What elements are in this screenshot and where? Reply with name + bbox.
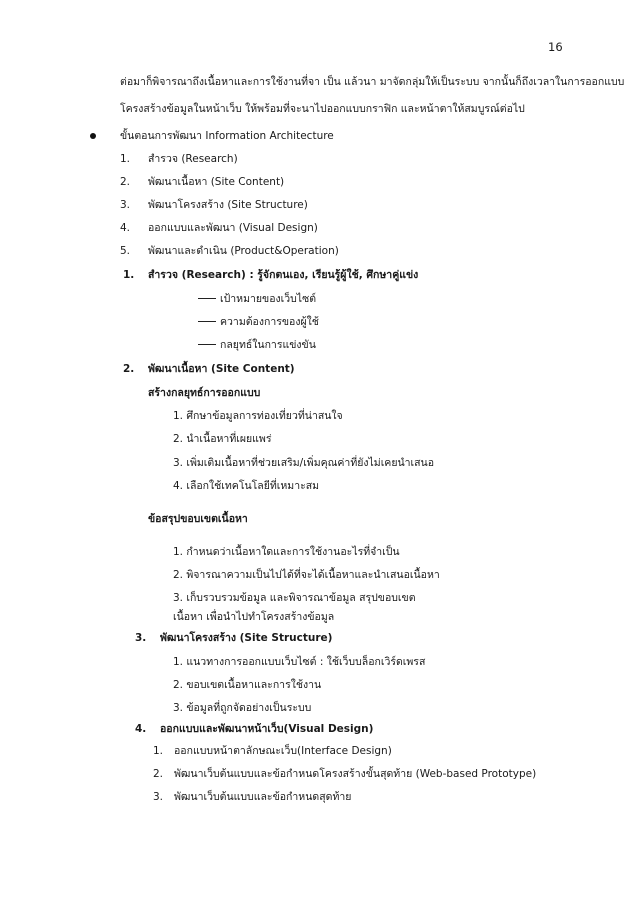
step-text: พัฒนาเนื้อหา (Site Content) bbox=[148, 176, 285, 188]
section-1-item bbox=[198, 315, 319, 329]
section-4-item-text: ออกแบบหน้าตาลักษณะเว็บ(Interface Design) bbox=[174, 745, 392, 757]
section-4-heading: ออกแบบและพัฒนาหน้าเว็บ(Visual Design) bbox=[160, 723, 374, 735]
section-2-list-2-item: 3. เก็บรวบรวมข้อมูล และพิจารณาข้อมูล สรุปขอบเขต bbox=[173, 592, 416, 604]
step-text: สำรวจ (Research) bbox=[148, 153, 238, 165]
section-2-subheading-1: สร้างกลยุทธ์การออกแบบ bbox=[148, 387, 261, 399]
page-number: 16 bbox=[548, 40, 563, 54]
section-4-item-number: 1. bbox=[153, 745, 164, 757]
section-1-item-text: เป้าหมายของเว็บไซต์ bbox=[220, 293, 317, 305]
section-2-list-2-item: เนื้อหา เพื่อนำไปทำโครงสร้างข้อมูล bbox=[173, 611, 335, 623]
step-number: 5. bbox=[120, 245, 131, 257]
section-2-list-2-item: 2. พิจารณาความเป็นไปได้ที่จะได้เนื้อหาและนำเสนอเนื้อหา bbox=[173, 569, 440, 581]
section-4-item-text: พัฒนาเว็บต้นแบบและข้อกำหนดโครงสร้างขั้นสุดท้าย (Web-based Prototype) bbox=[174, 768, 537, 780]
section-3-list-item: 2. ขอบเขตเนื้อหาและการใช้งาน bbox=[173, 679, 322, 691]
section-3-number: 3. bbox=[135, 632, 147, 644]
step-text: พัฒนาและดำเนิน (Product&Operation) bbox=[148, 245, 339, 257]
section-3-list-item: 3. ข้อมูลที่ถูกจัดอย่างเป็นระบบ bbox=[173, 702, 312, 714]
section-2-list-1-item: 1. ศึกษาข้อมูลการท่องเที่ยวที่น่าสนใจ bbox=[173, 410, 343, 422]
section-2-list-2-item: 1. กำหนดว่าเนื้อหาใดและการใช้งานอะไรที่จำเป็น bbox=[173, 546, 400, 558]
step-text: พัฒนาโครงสร้าง (Site Structure) bbox=[148, 199, 308, 211]
step-text: ออกแบบและพัฒนา (Visual Design) bbox=[148, 222, 318, 234]
dash-icon bbox=[198, 298, 216, 299]
bullet-icon bbox=[90, 133, 96, 139]
step-number: 4. bbox=[120, 222, 131, 234]
section-1-heading: สำรวจ (Research) : รู้จักตนเอง, เรียนรู้ผู้ใช้, ศึกษาคู่แข่ง bbox=[148, 269, 419, 281]
section-4-number: 4. bbox=[135, 723, 147, 735]
section-2-subheading-2: ข้อสรุปขอบเขตเนื้อหา bbox=[148, 513, 248, 525]
section-3-list-item: 1. แนวทางการออกแบบเว็บไซต์ : ใช้เว็บบล็อกเวิร์ดเพรส bbox=[173, 656, 426, 668]
section-2-list-1-item: 3. เพิ่มเติมเนื้อหาที่ช่วยเสริม/เพิ่มคุณค่าที่ยังไม่เคยนำเสนอ bbox=[173, 457, 435, 469]
dash-icon bbox=[198, 321, 216, 322]
section-2-heading: พัฒนาเนื้อหา (Site Content) bbox=[148, 363, 295, 375]
section-4-item-number: 3. bbox=[153, 791, 164, 803]
section-4-item-text: พัฒนาเว็บต้นแบบและข้อกำหนดสุดท้าย bbox=[174, 791, 352, 803]
section-3-heading: พัฒนาโครงสร้าง (Site Structure) bbox=[160, 632, 333, 644]
step-number: 3. bbox=[120, 199, 131, 211]
bullet-heading: ขั้นตอนการพัฒนา Information Architecture bbox=[120, 130, 334, 142]
section-2-list-1-item: 2. นำเนื้อหาที่เผยแพร่ bbox=[173, 433, 272, 445]
section-2-list-1-item: 4. เลือกใช้เทคโนโลยีที่เหมาะสม bbox=[173, 480, 320, 492]
section-1-item bbox=[198, 292, 316, 306]
step-number: 2. bbox=[120, 176, 131, 188]
intro-line-1: ต่อมาก็พิจารณาถึงเนื้อหาและการใช้งานที่จา เป็น แล้วนา มาจัดกลุ่มให้เป็นระบบ จากนั้นก็ถึงเวลาในการออกแบบ bbox=[120, 76, 625, 88]
dash-icon bbox=[198, 344, 216, 345]
step-number: 1. bbox=[120, 153, 131, 165]
intro-line-2: โครงสร้างข้อมูลในหน้าเว็บ ให้พร้อมที่จะนาไปออกแบบกราฟิก และหน้าตาให้สมบูรณ์ต่อไป bbox=[120, 103, 525, 115]
section-2-number: 2. bbox=[123, 363, 135, 375]
section-1-item bbox=[198, 338, 316, 352]
section-1-item-text: ความต้องการของผู้ใช้ bbox=[220, 316, 319, 328]
section-4-item-number: 2. bbox=[153, 768, 164, 780]
section-1-item-text: กลยุทธ์ในการแข่งขัน bbox=[220, 339, 316, 351]
section-1-number: 1. bbox=[123, 269, 135, 281]
